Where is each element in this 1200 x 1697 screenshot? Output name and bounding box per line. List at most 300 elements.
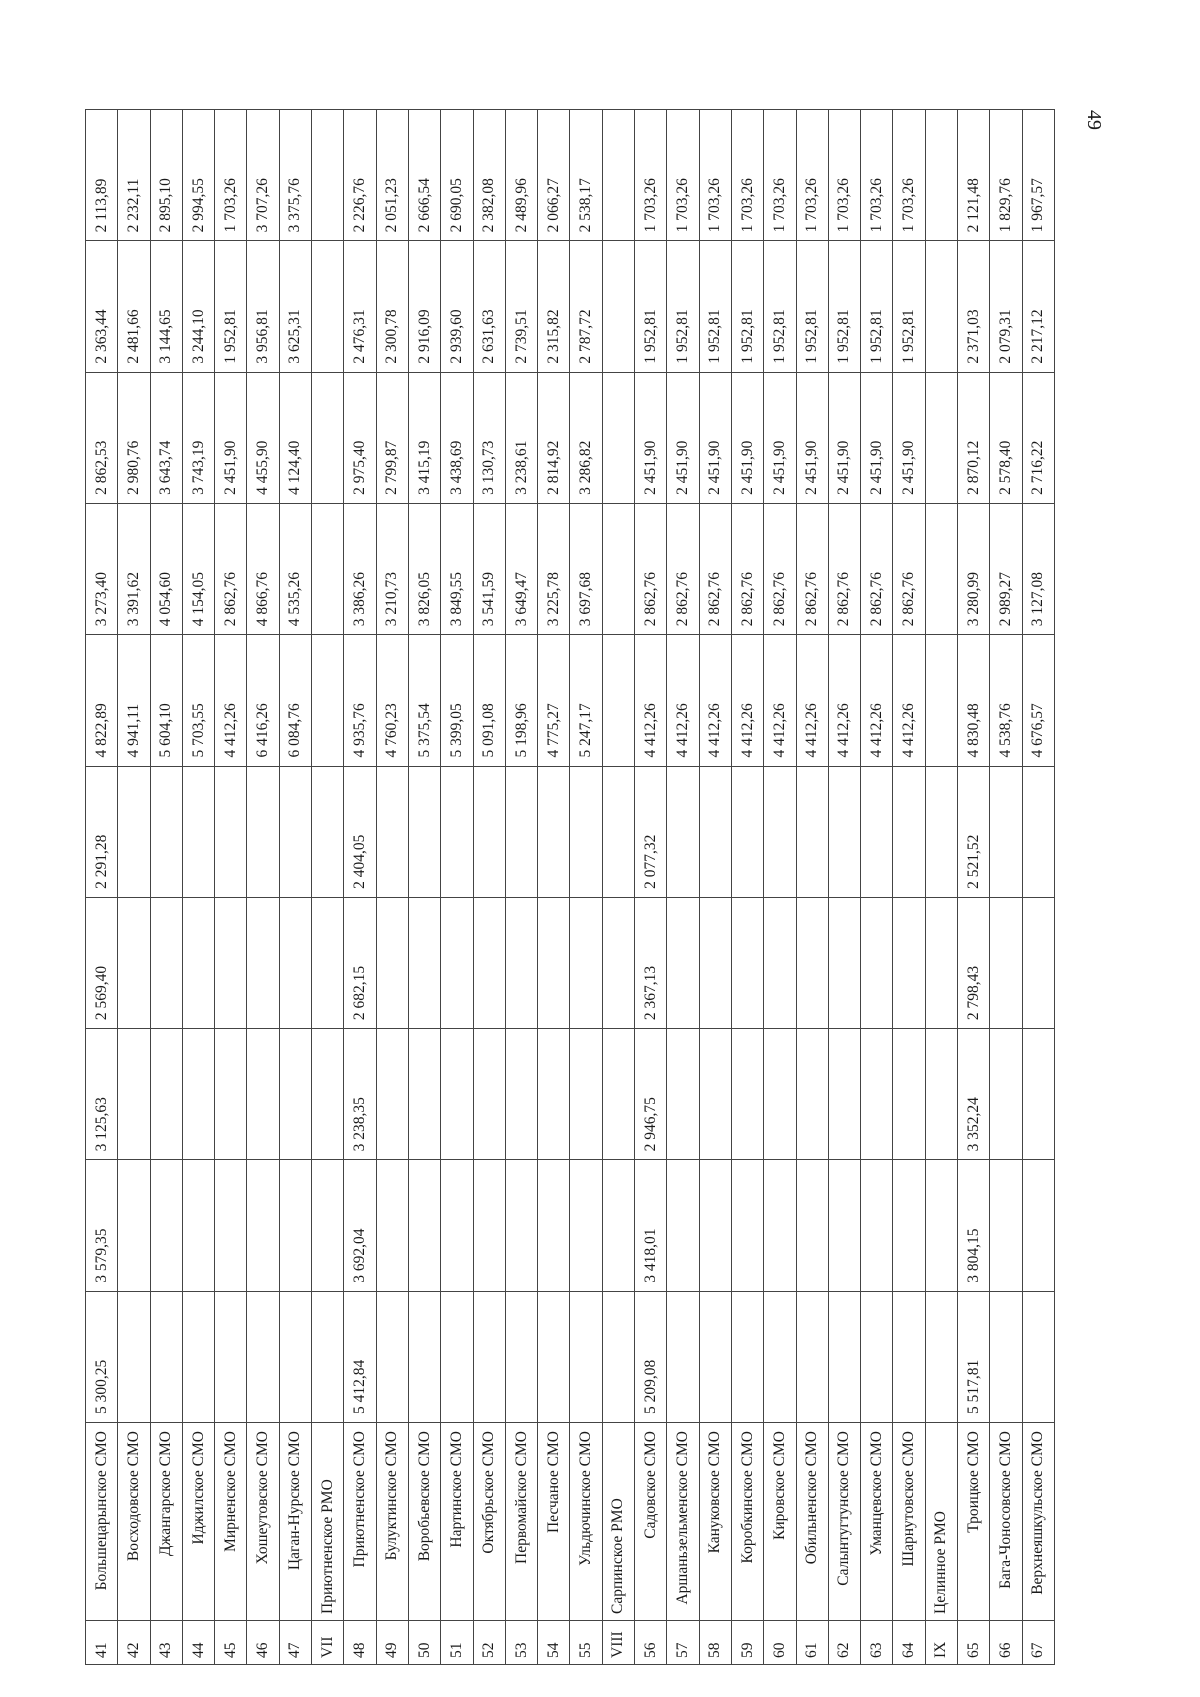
- value-cell: [731, 1029, 763, 1160]
- row-number: 50: [408, 1621, 440, 1665]
- value-cell: 5 209,08: [635, 1291, 667, 1422]
- value-cell: 4 775,27: [538, 635, 570, 766]
- value-cell: 4 412,26: [215, 635, 247, 766]
- row-number: 67: [1022, 1621, 1054, 1665]
- value-cell: 3 375,76: [279, 110, 311, 241]
- value-cell: [699, 1291, 731, 1422]
- value-cell: 1 703,26: [764, 110, 796, 241]
- value-cell: [602, 241, 634, 372]
- value-cell: [473, 1029, 505, 1160]
- value-cell: [441, 1029, 473, 1160]
- value-cell: 3 956,81: [247, 241, 279, 372]
- value-cell: [796, 1291, 828, 1422]
- value-cell: [538, 1291, 570, 1422]
- value-cell: [667, 766, 699, 897]
- value-cell: 3 286,82: [570, 372, 602, 503]
- value-cell: 2 862,76: [828, 503, 860, 634]
- value-cell: 2 862,76: [635, 503, 667, 634]
- value-cell: 2 946,75: [635, 1029, 667, 1160]
- value-cell: [764, 1029, 796, 1160]
- value-cell: 3 649,47: [505, 503, 537, 634]
- value-cell: [247, 897, 279, 1028]
- value-cell: [731, 1291, 763, 1422]
- value-cell: [990, 766, 1022, 897]
- value-cell: 3 144,65: [150, 241, 182, 372]
- value-cell: 2 980,76: [118, 372, 150, 503]
- value-cell: [602, 1160, 634, 1291]
- value-cell: [182, 1160, 214, 1291]
- value-cell: 2 232,11: [118, 110, 150, 241]
- page-number: 49: [1083, 110, 1105, 130]
- section-row: [312, 110, 344, 1665]
- settlement-name: Троицкое СМО: [958, 1423, 990, 1621]
- value-cell: [279, 1291, 311, 1422]
- value-cell: [118, 1029, 150, 1160]
- value-cell: 2 451,90: [861, 372, 893, 503]
- value-cell: 3 125,63: [86, 1029, 118, 1160]
- value-cell: 6 084,76: [279, 635, 311, 766]
- value-cell: 1 703,26: [796, 110, 828, 241]
- table-row: [764, 110, 796, 1665]
- value-cell: [312, 372, 344, 503]
- value-cell: [473, 1291, 505, 1422]
- value-cell: 4 412,26: [796, 635, 828, 766]
- value-cell: [861, 1029, 893, 1160]
- value-cell: [602, 1291, 634, 1422]
- row-number: 60: [764, 1621, 796, 1665]
- value-cell: 1 703,26: [635, 110, 667, 241]
- value-cell: [441, 897, 473, 1028]
- value-cell: [925, 372, 957, 503]
- district-name: Целинное РМО: [925, 1423, 957, 1621]
- value-cell: 4 412,26: [667, 635, 699, 766]
- value-cell: [182, 766, 214, 897]
- value-cell: [861, 766, 893, 897]
- section-row: [925, 110, 957, 1665]
- row-number: VIII: [602, 1621, 634, 1665]
- value-cell: 2 217,12: [1022, 241, 1054, 372]
- settlement-name: Октябрьское СМО: [473, 1423, 505, 1621]
- value-cell: [312, 897, 344, 1028]
- row-number: 61: [796, 1621, 828, 1665]
- value-cell: 2 367,13: [635, 897, 667, 1028]
- settlement-name: Бага-Чоносовское СМО: [990, 1423, 1022, 1621]
- table-row: [635, 110, 667, 1665]
- value-cell: [312, 1160, 344, 1291]
- value-cell: 1 829,76: [990, 110, 1022, 241]
- row-number: 43: [150, 1621, 182, 1665]
- value-cell: [312, 503, 344, 634]
- value-cell: 2 226,76: [344, 110, 376, 241]
- value-cell: 2 451,90: [699, 372, 731, 503]
- row-number: 48: [344, 1621, 376, 1665]
- value-cell: 2 895,10: [150, 110, 182, 241]
- settlement-name: Обильненское СМО: [796, 1423, 828, 1621]
- value-cell: 1 952,81: [796, 241, 828, 372]
- value-cell: [925, 503, 957, 634]
- table-body: [86, 110, 1055, 1665]
- row-number: 47: [279, 1621, 311, 1665]
- value-cell: 2 121,48: [958, 110, 990, 241]
- value-cell: 2 569,40: [86, 897, 118, 1028]
- value-cell: [893, 1291, 925, 1422]
- value-cell: [828, 1291, 860, 1422]
- value-cell: [925, 1160, 957, 1291]
- value-cell: [764, 766, 796, 897]
- value-cell: 4 538,76: [990, 635, 1022, 766]
- value-cell: [925, 1029, 957, 1160]
- settlement-name: Хошеутовское СМО: [247, 1423, 279, 1621]
- value-cell: [893, 897, 925, 1028]
- value-cell: [182, 897, 214, 1028]
- value-cell: [215, 1291, 247, 1422]
- table-row: [247, 110, 279, 1665]
- value-cell: 3 697,68: [570, 503, 602, 634]
- table-row: [376, 110, 408, 1665]
- value-cell: 1 952,81: [731, 241, 763, 372]
- settlement-name: Кануковское СМО: [699, 1423, 731, 1621]
- table-row: [699, 110, 731, 1665]
- value-cell: [312, 766, 344, 897]
- value-cell: [505, 766, 537, 897]
- row-number: 62: [828, 1621, 860, 1665]
- value-cell: 4 154,05: [182, 503, 214, 634]
- value-cell: 1 703,26: [893, 110, 925, 241]
- value-cell: 2 994,55: [182, 110, 214, 241]
- value-cell: 1 952,81: [699, 241, 731, 372]
- value-cell: [247, 766, 279, 897]
- value-cell: 3 743,19: [182, 372, 214, 503]
- value-cell: 3 238,61: [505, 372, 537, 503]
- value-cell: [215, 897, 247, 1028]
- value-cell: [408, 897, 440, 1028]
- value-cell: 4 941,11: [118, 635, 150, 766]
- settlement-name: Мирненское СМО: [215, 1423, 247, 1621]
- value-cell: 1 952,81: [893, 241, 925, 372]
- row-number: 65: [958, 1621, 990, 1665]
- value-cell: [408, 1291, 440, 1422]
- value-cell: 2 682,15: [344, 897, 376, 1028]
- value-cell: 4 124,40: [279, 372, 311, 503]
- value-cell: [764, 1291, 796, 1422]
- value-cell: 2 077,32: [635, 766, 667, 897]
- table-row: [118, 110, 150, 1665]
- row-number: 59: [731, 1621, 763, 1665]
- table-row: [505, 110, 537, 1665]
- value-cell: 5 703,55: [182, 635, 214, 766]
- row-number: 63: [861, 1621, 893, 1665]
- value-cell: 3 273,40: [86, 503, 118, 634]
- value-cell: [505, 1029, 537, 1160]
- value-cell: [990, 897, 1022, 1028]
- value-cell: [247, 1160, 279, 1291]
- table-row: [344, 110, 376, 1665]
- value-cell: 1 952,81: [667, 241, 699, 372]
- value-cell: 5 604,10: [150, 635, 182, 766]
- value-cell: [699, 766, 731, 897]
- value-cell: [441, 766, 473, 897]
- value-cell: [182, 1029, 214, 1160]
- value-cell: 4 412,26: [893, 635, 925, 766]
- value-cell: [602, 635, 634, 766]
- value-cell: 2 862,76: [893, 503, 925, 634]
- value-cell: 4 412,26: [764, 635, 796, 766]
- value-cell: 2 404,05: [344, 766, 376, 897]
- value-cell: [538, 1160, 570, 1291]
- value-cell: 2 690,05: [441, 110, 473, 241]
- value-cell: [279, 897, 311, 1028]
- value-cell: 2 916,09: [408, 241, 440, 372]
- value-cell: [505, 897, 537, 1028]
- value-cell: [118, 766, 150, 897]
- value-cell: [279, 766, 311, 897]
- value-cell: [118, 1160, 150, 1291]
- value-cell: [699, 1029, 731, 1160]
- value-cell: [538, 897, 570, 1028]
- value-cell: [828, 1160, 860, 1291]
- value-cell: 3 280,99: [958, 503, 990, 634]
- value-cell: 5 399,05: [441, 635, 473, 766]
- value-cell: 3 541,59: [473, 503, 505, 634]
- value-cell: 4 054,60: [150, 503, 182, 634]
- value-cell: 4 830,48: [958, 635, 990, 766]
- table-row: [279, 110, 311, 1665]
- settlement-name: Джангарское СМО: [150, 1423, 182, 1621]
- value-cell: 2 489,96: [505, 110, 537, 241]
- value-cell: [150, 1291, 182, 1422]
- value-cell: [990, 1160, 1022, 1291]
- table-row: [828, 110, 860, 1665]
- value-cell: 3 438,69: [441, 372, 473, 503]
- table-row: [473, 110, 505, 1665]
- value-cell: [699, 1160, 731, 1291]
- value-cell: [1022, 1029, 1054, 1160]
- value-cell: 1 703,26: [699, 110, 731, 241]
- value-cell: [925, 1291, 957, 1422]
- value-cell: 4 535,26: [279, 503, 311, 634]
- value-cell: [667, 1029, 699, 1160]
- table-row: [441, 110, 473, 1665]
- value-cell: [925, 766, 957, 897]
- value-cell: [828, 897, 860, 1028]
- value-cell: 3 127,08: [1022, 503, 1054, 634]
- value-cell: [538, 766, 570, 897]
- value-cell: [602, 897, 634, 1028]
- value-cell: [570, 897, 602, 1028]
- value-cell: [925, 241, 957, 372]
- value-cell: 2 451,90: [764, 372, 796, 503]
- value-cell: 1 952,81: [635, 241, 667, 372]
- table-row: [182, 110, 214, 1665]
- row-number: IX: [925, 1621, 957, 1665]
- value-cell: 1 703,26: [828, 110, 860, 241]
- value-cell: 4 412,26: [828, 635, 860, 766]
- table-row: [958, 110, 990, 1665]
- value-cell: 2 363,44: [86, 241, 118, 372]
- value-cell: 2 862,76: [731, 503, 763, 634]
- table-row: [570, 110, 602, 1665]
- value-cell: 1 967,57: [1022, 110, 1054, 241]
- value-cell: [699, 897, 731, 1028]
- value-cell: 4 935,76: [344, 635, 376, 766]
- value-cell: [796, 1029, 828, 1160]
- value-cell: [150, 766, 182, 897]
- value-cell: 2 371,03: [958, 241, 990, 372]
- value-cell: 3 418,01: [635, 1160, 667, 1291]
- table-row: [215, 110, 247, 1665]
- table-row: [86, 110, 118, 1665]
- value-cell: [731, 897, 763, 1028]
- value-cell: [376, 897, 408, 1028]
- settlement-name: Салынтугтунское СМО: [828, 1423, 860, 1621]
- value-cell: [376, 1029, 408, 1160]
- value-cell: 4 412,26: [861, 635, 893, 766]
- value-cell: [796, 766, 828, 897]
- value-cell: 2 862,76: [861, 503, 893, 634]
- settlement-name: Коробкинское СМО: [731, 1423, 763, 1621]
- value-cell: 2 451,90: [828, 372, 860, 503]
- value-cell: 1 952,81: [764, 241, 796, 372]
- value-cell: 5 412,84: [344, 1291, 376, 1422]
- value-cell: 3 244,10: [182, 241, 214, 372]
- value-cell: [731, 1160, 763, 1291]
- value-cell: [570, 1160, 602, 1291]
- settlement-name: Булуктинское СМО: [376, 1423, 408, 1621]
- value-cell: [1022, 1291, 1054, 1422]
- table-row: [538, 110, 570, 1665]
- value-cell: 2 538,17: [570, 110, 602, 241]
- value-cell: 2 716,22: [1022, 372, 1054, 503]
- value-cell: [796, 897, 828, 1028]
- value-cell: [279, 1160, 311, 1291]
- value-cell: 3 692,04: [344, 1160, 376, 1291]
- value-cell: 2 989,27: [990, 503, 1022, 634]
- value-cell: [376, 766, 408, 897]
- value-cell: [796, 1160, 828, 1291]
- value-cell: [150, 1160, 182, 1291]
- row-number: 49: [376, 1621, 408, 1665]
- value-cell: [376, 1160, 408, 1291]
- settlement-name: Иджилское СМО: [182, 1423, 214, 1621]
- value-cell: [215, 766, 247, 897]
- settlement-name: Первомайское СМО: [505, 1423, 537, 1621]
- value-cell: 2 521,52: [958, 766, 990, 897]
- value-cell: 2 862,76: [699, 503, 731, 634]
- value-cell: [247, 1291, 279, 1422]
- value-cell: [182, 1291, 214, 1422]
- settlement-name: Уманцевское СМО: [861, 1423, 893, 1621]
- value-cell: 2 481,66: [118, 241, 150, 372]
- tariff-table: [85, 109, 1055, 1665]
- value-cell: 2 451,90: [215, 372, 247, 503]
- value-cell: 2 476,31: [344, 241, 376, 372]
- value-cell: 2 975,40: [344, 372, 376, 503]
- row-number: 44: [182, 1621, 214, 1665]
- settlement-name: Садовское СМО: [635, 1423, 667, 1621]
- value-cell: [828, 766, 860, 897]
- row-number: 42: [118, 1621, 150, 1665]
- value-cell: 5 300,25: [86, 1291, 118, 1422]
- value-cell: [215, 1029, 247, 1160]
- settlement-name: Аршаньзельменское СМО: [667, 1423, 699, 1621]
- value-cell: [667, 1291, 699, 1422]
- table-row: [408, 110, 440, 1665]
- value-cell: [570, 1291, 602, 1422]
- value-cell: [990, 1029, 1022, 1160]
- value-cell: [408, 1029, 440, 1160]
- row-number: 54: [538, 1621, 570, 1665]
- settlement-name: Верхнеяшкульское СМО: [1022, 1423, 1054, 1621]
- table-row: [990, 110, 1022, 1665]
- value-cell: [570, 1029, 602, 1160]
- value-cell: 2 798,43: [958, 897, 990, 1028]
- settlement-name: Кировское СМО: [764, 1423, 796, 1621]
- row-number: 64: [893, 1621, 925, 1665]
- settlement-name: Воробьевское СМО: [408, 1423, 440, 1621]
- value-cell: 4 412,26: [699, 635, 731, 766]
- value-cell: 1 703,26: [215, 110, 247, 241]
- value-cell: [441, 1291, 473, 1422]
- value-cell: 5 198,96: [505, 635, 537, 766]
- value-cell: 4 412,26: [731, 635, 763, 766]
- value-cell: [473, 1160, 505, 1291]
- value-cell: [538, 1029, 570, 1160]
- value-cell: [925, 635, 957, 766]
- value-cell: [602, 766, 634, 897]
- value-cell: [1022, 1160, 1054, 1291]
- row-number: 66: [990, 1621, 1022, 1665]
- value-cell: [505, 1160, 537, 1291]
- value-cell: 1 703,26: [861, 110, 893, 241]
- value-cell: [1022, 766, 1054, 897]
- value-cell: 2 939,60: [441, 241, 473, 372]
- value-cell: [861, 897, 893, 1028]
- value-cell: 2 451,90: [635, 372, 667, 503]
- value-cell: [473, 766, 505, 897]
- value-cell: 4 760,23: [376, 635, 408, 766]
- value-cell: [667, 1160, 699, 1291]
- value-cell: 3 579,35: [86, 1160, 118, 1291]
- value-cell: 2 739,51: [505, 241, 537, 372]
- value-cell: [312, 1029, 344, 1160]
- settlement-name: Большецарынское СМО: [86, 1423, 118, 1621]
- value-cell: [602, 372, 634, 503]
- value-cell: [215, 1160, 247, 1291]
- value-cell: 2 451,90: [796, 372, 828, 503]
- row-number: 41: [86, 1621, 118, 1665]
- value-cell: [1022, 897, 1054, 1028]
- value-cell: 4 455,90: [247, 372, 279, 503]
- value-cell: 2 291,28: [86, 766, 118, 897]
- value-cell: 3 849,55: [441, 503, 473, 634]
- value-cell: 2 382,08: [473, 110, 505, 241]
- row-number: 51: [441, 1621, 473, 1665]
- row-number: 53: [505, 1621, 537, 1665]
- value-cell: 2 451,90: [731, 372, 763, 503]
- value-cell: [376, 1291, 408, 1422]
- value-cell: 3 643,74: [150, 372, 182, 503]
- table-row: [796, 110, 828, 1665]
- value-cell: 2 631,63: [473, 241, 505, 372]
- value-cell: [118, 897, 150, 1028]
- value-cell: 2 666,54: [408, 110, 440, 241]
- value-cell: [990, 1291, 1022, 1422]
- table-row: [893, 110, 925, 1665]
- table-row: [150, 110, 182, 1665]
- row-number: VII: [312, 1621, 344, 1665]
- value-cell: 4 412,26: [635, 635, 667, 766]
- settlement-name: Восходовское СМО: [118, 1423, 150, 1621]
